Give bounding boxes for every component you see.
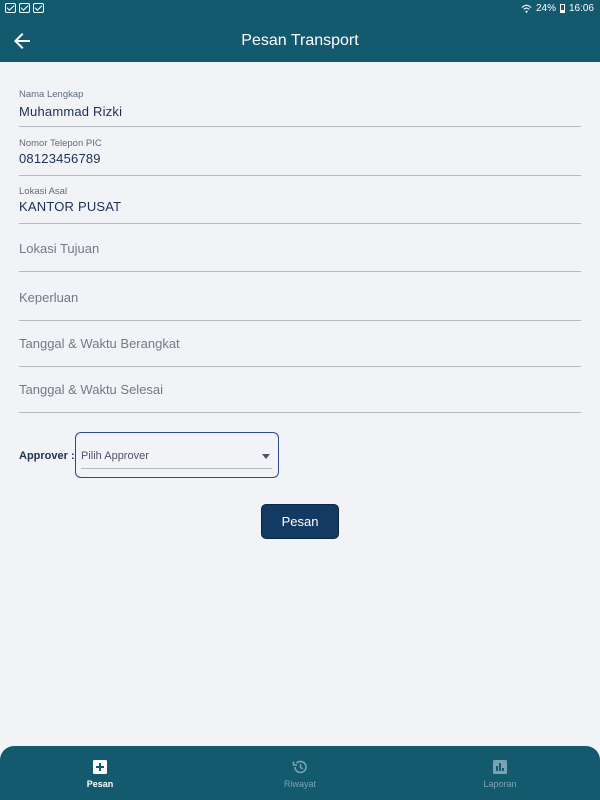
field-value: 08123456789 (19, 151, 101, 166)
keperluan-field[interactable] (19, 281, 581, 321)
approver-label: Approver : (19, 450, 75, 462)
field-placeholder: Lokasi Tujuan (19, 241, 100, 256)
bottom-navigation (0, 746, 600, 800)
field-value: KANTOR PUSAT (19, 199, 122, 214)
field-placeholder: Tanggal & Waktu Berangkat (19, 336, 180, 351)
approver-selected-value: Pilih Approver (81, 450, 149, 462)
battery-icon (560, 4, 565, 13)
nomor-telepon-field[interactable] (19, 136, 581, 176)
nav-item-riwayat[interactable] (200, 746, 400, 800)
field-value: Muhammad Rizki (19, 104, 123, 119)
dropdown-underline (81, 468, 272, 469)
image-notification-icon (5, 3, 16, 13)
clock: 16:06 (568, 3, 594, 14)
mail-notification-icon (33, 3, 44, 13)
approver-dropdown[interactable] (75, 432, 279, 478)
nav-label: Laporan (483, 779, 517, 789)
tanggal-waktu-selesai-field[interactable] (19, 374, 581, 413)
page-title: Pesan Transport (241, 32, 359, 49)
wifi-icon (521, 4, 532, 13)
field-placeholder: Tanggal & Waktu Selesai (19, 382, 164, 397)
field-placeholder: Keperluan (19, 290, 79, 305)
nama-lengkap-field[interactable] (19, 87, 581, 127)
field-label: Nama Lengkap (19, 89, 84, 100)
lokasi-asal-field[interactable] (19, 184, 581, 224)
mail-notification-icon (19, 3, 30, 13)
pesan-button[interactable]: Pesan (261, 504, 339, 539)
back-arrow-icon[interactable] (10, 29, 34, 53)
nav-item-pesan[interactable] (0, 746, 200, 800)
battery-percentage: 24% (535, 3, 556, 14)
field-label: Lokasi Asal (19, 186, 68, 197)
nav-item-laporan[interactable] (400, 746, 600, 800)
tanggal-waktu-berangkat-field[interactable] (19, 328, 581, 367)
nav-label: Pesan (86, 779, 114, 789)
lokasi-tujuan-field[interactable] (19, 232, 581, 272)
field-label: Nomor Telepon PIC (19, 138, 102, 149)
nav-label: Riwayat (283, 779, 316, 789)
dropdown-caret-icon (262, 454, 270, 459)
history-icon (292, 759, 308, 775)
app-bar (0, 19, 600, 62)
status-bar (0, 0, 600, 19)
bar-chart-icon (492, 759, 508, 775)
notification-icons (5, 3, 44, 13)
plus-square-icon (92, 759, 108, 775)
